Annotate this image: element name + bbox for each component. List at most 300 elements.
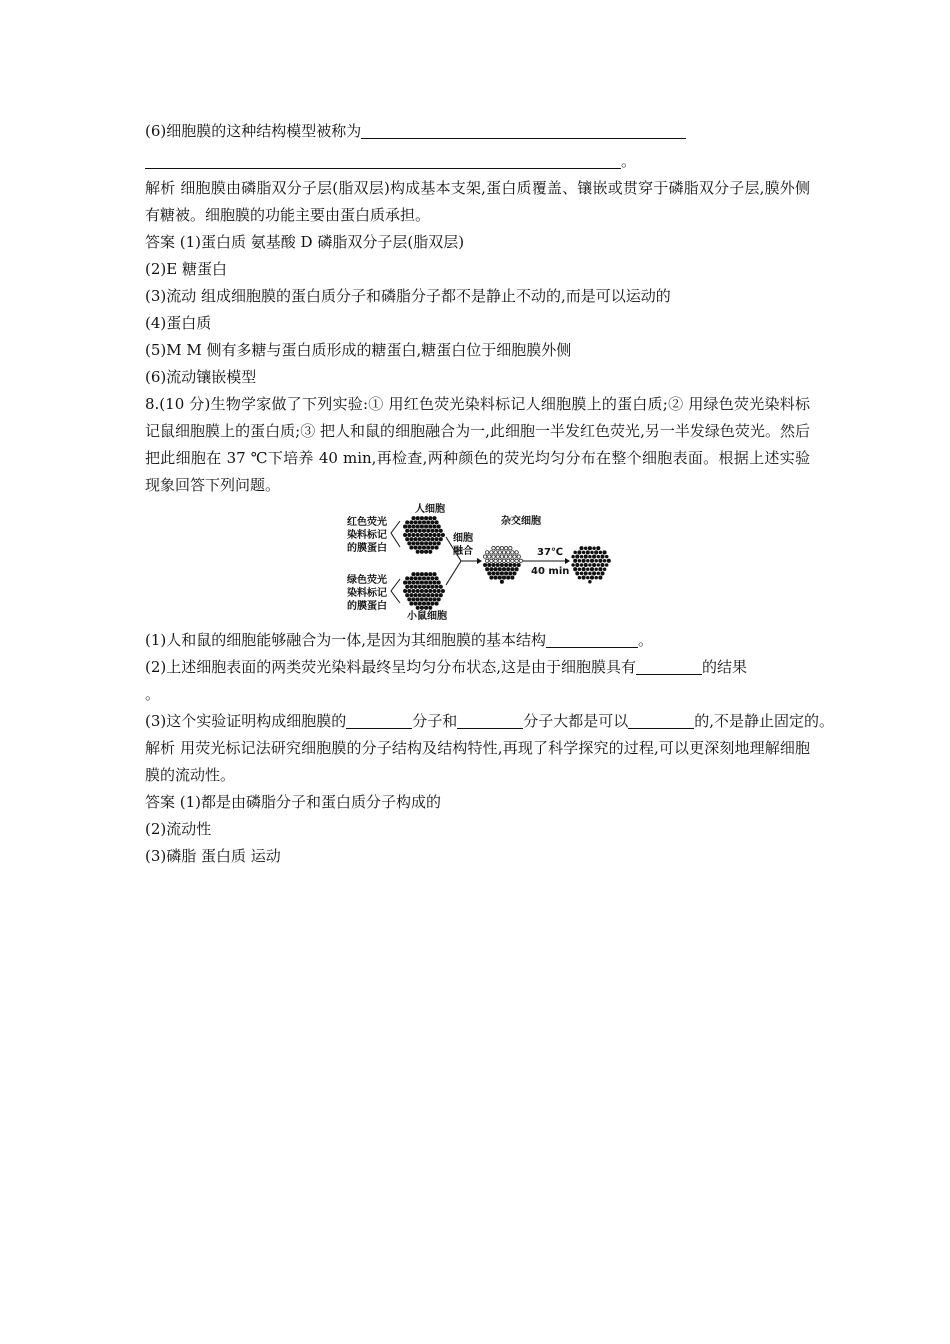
membrane-protein-dot <box>412 525 415 528</box>
membrane-protein-dot <box>435 585 438 588</box>
membrane-protein-dot <box>490 551 493 554</box>
q8-sub1-prefix: (1)人和鼠的细胞能够融合为一体,是因为其细胞膜的基本结构 <box>145 631 547 649</box>
membrane-protein-dot <box>408 581 411 584</box>
membrane-protein-dot <box>601 563 604 566</box>
membrane-protein-dot <box>424 573 427 576</box>
membrane-protein-dot <box>574 559 577 562</box>
membrane-protein-dot <box>431 577 434 580</box>
q8-sub3-blank-3 <box>628 712 694 729</box>
membrane-protein-dot <box>504 563 507 566</box>
membrane-protein-dot <box>427 594 430 597</box>
membrane-protein-dot <box>584 547 587 550</box>
membrane-protein-dot <box>437 533 440 536</box>
membrane-protein-dot <box>422 602 425 605</box>
membrane-protein-dot <box>414 538 417 541</box>
membrane-protein-dot <box>502 559 505 562</box>
membrane-protein-dot <box>418 529 421 532</box>
membrane-protein-dot <box>580 547 583 550</box>
membrane-protein-dot <box>509 547 512 550</box>
membrane-protein-dot <box>410 585 413 588</box>
q8-answer-2: (2)流动性 <box>145 820 212 838</box>
membrane-protein-dot <box>601 572 604 575</box>
membrane-protein-dot <box>414 529 417 532</box>
membrane-protein-dot <box>427 585 430 588</box>
membrane-protein-dot <box>580 564 583 567</box>
membrane-protein-dot <box>433 598 436 601</box>
membrane-protein-dot <box>429 517 432 520</box>
membrane-protein-dot <box>435 602 438 605</box>
membrane-protein-dot <box>601 555 604 558</box>
membrane-protein-dot <box>429 542 432 545</box>
membrane-protein-dot <box>595 559 598 562</box>
membrane-protein-dot <box>496 547 499 550</box>
membrane-protein-dot <box>576 572 579 575</box>
q8-sub3 <box>145 708 835 735</box>
membrane-protein-dot <box>586 576 589 579</box>
membrane-protein-dot <box>414 546 417 549</box>
membrane-protein-dot <box>494 559 497 562</box>
membrane-protein-dot <box>418 602 421 605</box>
membrane-protein-dot <box>515 559 518 562</box>
membrane-protein-dot <box>433 517 436 520</box>
membrane-protein-dot <box>410 577 413 580</box>
membrane-protein-dot <box>605 555 608 558</box>
q6-line-2 <box>145 148 810 175</box>
membrane-protein-dot <box>433 525 436 528</box>
membrane-protein-dot <box>408 542 411 545</box>
membrane-protein-dot <box>576 555 579 558</box>
membrane-protein-dot <box>437 525 440 528</box>
q8-answer-1: 答案 (1)都是由磷脂分子和蛋白质分子构成的 <box>145 793 442 811</box>
membrane-protein-dot <box>418 521 421 524</box>
membrane-protein-dot <box>486 551 489 554</box>
q8-sub2-prefix: (2)上述细胞表面的两类荧光染料最终呈均匀分布状态,这是由于细胞膜具有 <box>145 658 637 676</box>
q7-answer-3: (3)流动 组成细胞膜的蛋白质分子和磷脂分子都不是静止不动的,而是可以运动的 <box>145 287 671 305</box>
membrane-protein-dot <box>408 589 411 592</box>
membrane-protein-dot <box>588 547 591 550</box>
membrane-protein-dot <box>422 521 425 524</box>
q6-blank-1 <box>361 122 686 139</box>
q8-sub1-blank <box>546 631 638 648</box>
mouse-cell-label: 小鼠细胞 <box>407 611 447 621</box>
membrane-protein-dot <box>504 547 507 550</box>
fusion-arrowhead <box>477 558 482 564</box>
membrane-protein-dot <box>414 585 417 588</box>
membrane-protein-dot <box>424 525 427 528</box>
membrane-protein-dot <box>427 602 430 605</box>
membrane-protein-dot <box>406 594 409 597</box>
membrane-protein-dot <box>416 550 419 553</box>
membrane-protein-dot <box>511 551 514 554</box>
q8-sub3-c: 的,不是静止固定的。 <box>694 712 835 730</box>
membrane-protein-dot <box>435 594 438 597</box>
membrane-protein-dot <box>597 547 600 550</box>
membrane-protein-dot <box>441 533 444 536</box>
membrane-protein-dot <box>403 525 406 528</box>
q6-line <box>145 118 810 145</box>
membrane-protein-dot <box>486 559 489 562</box>
time-label: 40 min <box>531 566 570 577</box>
membrane-protein-dot <box>408 598 411 601</box>
membrane-protein-dot <box>580 555 583 558</box>
membrane-protein-dot <box>418 538 421 541</box>
membrane-protein-dot <box>586 551 589 554</box>
membrane-protein-dot <box>420 589 423 592</box>
membrane-protein-dot <box>429 525 432 528</box>
membrane-protein-dot <box>517 555 520 558</box>
membrane-protein-dot <box>509 563 512 566</box>
membrane-protein-dot <box>490 559 493 562</box>
membrane-protein-dot <box>416 598 419 601</box>
membrane-protein-dot <box>590 559 593 562</box>
membrane-protein-dot <box>431 529 434 532</box>
membrane-protein-dot <box>439 594 442 597</box>
membrane-protein-dot <box>494 576 497 579</box>
membrane-protein-dot <box>498 551 501 554</box>
membrane-protein-dot <box>412 533 415 536</box>
red-label-3: 的膜蛋白 <box>347 543 387 554</box>
membrane-protein-dot <box>435 521 438 524</box>
q8-sub1 <box>145 627 810 654</box>
q8-sub2-mid: 的结果 <box>702 658 748 676</box>
membrane-protein-dot <box>509 572 512 575</box>
membrane-protein-dot <box>498 576 501 579</box>
membrane-protein-dot <box>519 559 522 562</box>
q7-answer-4: (4)蛋白质 <box>145 314 212 332</box>
membrane-protein-dot <box>431 594 434 597</box>
membrane-protein-dot <box>572 564 575 567</box>
membrane-protein-dot <box>500 555 503 558</box>
membrane-protein-dot <box>408 533 411 536</box>
membrane-protein-dot <box>412 542 415 545</box>
membrane-protein-dot <box>410 538 413 541</box>
mouse-cell <box>403 573 444 610</box>
green-label-3: 的膜蛋白 <box>347 601 387 612</box>
membrane-protein-dot <box>513 572 516 575</box>
membrane-protein-dot <box>422 538 425 541</box>
membrane-protein-dot <box>504 555 507 558</box>
membrane-protein-dot <box>416 517 419 520</box>
membrane-protein-dot <box>412 573 415 576</box>
membrane-protein-dot <box>589 564 592 567</box>
q7-answer-5: (5)M M 侧有多糖与蛋白质形成的糖蛋白,糖蛋白位于细胞膜外侧 <box>145 341 572 359</box>
membrane-protein-dot <box>590 568 593 571</box>
membrane-protein-dot <box>420 581 423 584</box>
membrane-protein-dot <box>410 521 413 524</box>
q7-analysis: 解析 细胞膜由磷脂双分子层(脂双层)构成基本支架,蛋白质覆盖、镶嵌或贯穿于磷脂双分子层,膜外侧有糖被。细胞膜的功能主要由蛋白质承担。 <box>145 179 810 224</box>
temperature-label: 37℃ <box>537 547 564 558</box>
membrane-protein-dot <box>488 555 491 558</box>
membrane-protein-dot <box>592 572 595 575</box>
membrane-protein-dot <box>584 572 587 575</box>
membrane-protein-dot <box>511 568 514 571</box>
membrane-protein-dot <box>507 551 510 554</box>
membrane-protein-dot <box>488 572 491 575</box>
membrane-protein-dot <box>420 542 423 545</box>
membrane-protein-dot <box>437 542 440 545</box>
membrane-protein-dot <box>406 577 409 580</box>
membrane-protein-dot <box>422 577 425 580</box>
membrane-protein-dot <box>513 555 516 558</box>
membrane-protein-dot <box>607 559 610 562</box>
membrane-protein-dot <box>572 555 575 558</box>
membrane-protein-dot <box>418 594 421 597</box>
membrane-protein-dot <box>490 576 493 579</box>
green-label-1: 绿色荧光 <box>347 575 387 586</box>
membrane-protein-dot <box>592 555 595 558</box>
q8-stem: 8.(10 分)生物学家做了下列实验:① 用红色荧光染料标记人细胞膜上的蛋白质;② 用绿色荧光染料标记鼠细胞膜上的蛋白质;③ 把人和鼠的细胞融合为一,此细胞一半发红色荧光,另一半发绿色荧光。然后把此细胞在 37 ℃下培养 40 min,再检查,两种颜色的荧光均匀分布在整个细胞表面。根据上述实验现象回答下列问题。 <box>145 395 810 494</box>
membrane-protein-dot <box>414 521 417 524</box>
membrane-protein-dot <box>435 577 438 580</box>
membrane-protein-dot <box>424 581 427 584</box>
membrane-protein-dot <box>420 517 423 520</box>
red-label-2: 染料标记 <box>347 530 387 541</box>
membrane-protein-dot <box>578 576 581 579</box>
membrane-protein-dot <box>589 555 592 558</box>
membrane-protein-dot <box>420 598 423 601</box>
membrane-protein-dot <box>431 521 434 524</box>
membrane-protein-dot <box>418 577 421 580</box>
membrane-protein-dot <box>492 555 495 558</box>
membrane-protein-dot <box>603 568 606 571</box>
membrane-protein-dot <box>408 525 411 528</box>
membrane-protein-dot <box>509 555 512 558</box>
membrane-protein-dot <box>431 602 434 605</box>
membrane-protein-dot <box>492 547 495 550</box>
membrane-protein-dot <box>591 551 594 554</box>
membrane-protein-dot <box>418 546 421 549</box>
membrane-protein-dot <box>494 568 497 571</box>
membrane-protein-dot <box>424 550 427 553</box>
membrane-protein-dot <box>427 577 430 580</box>
membrane-protein-dot <box>494 551 497 554</box>
membrane-protein-dot <box>599 559 602 562</box>
q8-sub2-blank <box>636 658 702 675</box>
membrane-protein-dot <box>406 585 409 588</box>
membrane-protein-dot <box>441 589 444 592</box>
membrane-protein-dot <box>589 580 592 583</box>
membrane-protein-dot <box>496 572 499 575</box>
membrane-protein-dot <box>416 525 419 528</box>
membrane-protein-dot <box>416 589 419 592</box>
q8-sub3-blank-2 <box>457 712 523 729</box>
membrane-protein-dot <box>435 538 438 541</box>
membrane-protein-dot <box>582 551 585 554</box>
membrane-protein-dot <box>500 547 503 550</box>
membrane-protein-dot <box>427 529 430 532</box>
document-page <box>145 118 835 870</box>
membrane-protein-dot <box>429 606 432 609</box>
membrane-protein-dot <box>429 598 432 601</box>
membrane-protein-dot <box>414 602 417 605</box>
cell-fusion-diagram <box>343 503 613 621</box>
membrane-protein-dot <box>595 551 598 554</box>
membrane-protein-dot <box>429 550 432 553</box>
membrane-protein-dot <box>416 606 419 609</box>
red-bracket <box>391 521 400 547</box>
membrane-protein-dot <box>412 589 415 592</box>
membrane-protein-dot <box>429 589 432 592</box>
hybrid-cell-label: 杂交细胞 <box>501 516 541 527</box>
membrane-protein-dot <box>416 533 419 536</box>
membrane-protein-dot <box>483 555 486 558</box>
membrane-protein-dot <box>507 576 510 579</box>
q7-answer-6: (6)流动镶嵌模型 <box>145 368 257 386</box>
membrane-protein-dot <box>424 542 427 545</box>
membrane-protein-dot <box>515 568 518 571</box>
membrane-protein-dot <box>437 589 440 592</box>
q8-sub3-blank-1 <box>346 712 412 729</box>
membrane-protein-dot <box>412 581 415 584</box>
membrane-protein-dot <box>574 551 577 554</box>
membrane-protein-dot <box>424 517 427 520</box>
membrane-protein-dot <box>511 576 514 579</box>
membrane-protein-dot <box>597 564 600 567</box>
membrane-protein-dot <box>403 589 406 592</box>
final-cell <box>572 547 611 584</box>
membrane-protein-dot <box>431 538 434 541</box>
membrane-protein-dot <box>424 598 427 601</box>
membrane-protein-dot <box>410 602 413 605</box>
membrane-protein-dot <box>502 568 505 571</box>
membrane-protein-dot <box>420 550 423 553</box>
q6-prefix: (6)细胞膜的这种结构模型被称为 <box>145 122 362 140</box>
membrane-protein-dot <box>582 559 585 562</box>
green-bracket <box>391 579 400 603</box>
membrane-protein-dot <box>507 559 510 562</box>
membrane-protein-dot <box>578 559 581 562</box>
membrane-protein-dot <box>420 533 423 536</box>
membrane-protein-dot <box>483 563 486 566</box>
membrane-protein-dot <box>590 576 593 579</box>
membrane-protein-dot <box>576 563 579 566</box>
membrane-protein-dot <box>586 559 589 562</box>
membrane-protein-dot <box>422 585 425 588</box>
incubation-arrowhead <box>565 558 570 564</box>
membrane-protein-dot <box>439 585 442 588</box>
membrane-protein-dot <box>584 555 587 558</box>
membrane-protein-dot <box>433 589 436 592</box>
fusion-label-2: 融合 <box>453 546 473 557</box>
membrane-protein-dot <box>500 563 503 566</box>
membrane-protein-dot <box>584 563 587 566</box>
membrane-protein-dot <box>424 533 427 536</box>
hybrid-cell <box>483 547 522 584</box>
membrane-protein-dot <box>431 585 434 588</box>
q8-sub2-end: 。 <box>145 685 161 703</box>
membrane-protein-dot <box>599 568 602 571</box>
membrane-protein-dot <box>496 555 499 558</box>
human-cell <box>403 517 444 554</box>
membrane-protein-dot <box>498 568 501 571</box>
q7-answer-2: (2)E 糖蛋白 <box>145 260 227 278</box>
membrane-protein-dot <box>603 559 606 562</box>
membrane-protein-dot <box>502 576 505 579</box>
membrane-protein-dot <box>486 568 489 571</box>
membrane-protein-dot <box>592 563 595 566</box>
q8-analysis: 解析 用荧光标记法研究细胞膜的分子结构及结构特性,再现了科学探究的过程,可以更深刻地理解细胞膜的流动性。 <box>145 739 810 784</box>
merge-line-bottom <box>446 561 461 585</box>
q8-sub1-end: 。 <box>638 631 654 649</box>
membrane-protein-dot <box>433 581 436 584</box>
membrane-protein-dot <box>403 533 406 536</box>
membrane-protein-dot <box>422 594 425 597</box>
membrane-protein-dot <box>595 576 598 579</box>
membrane-protein-dot <box>424 606 427 609</box>
membrane-protein-dot <box>490 568 493 571</box>
membrane-protein-dot <box>416 573 419 576</box>
membrane-protein-dot <box>418 585 421 588</box>
membrane-protein-dot <box>406 529 409 532</box>
membrane-protein-dot <box>431 546 434 549</box>
membrane-protein-dot <box>597 555 600 558</box>
membrane-protein-dot <box>435 529 438 532</box>
membrane-protein-dot <box>422 529 425 532</box>
red-label-1: 红色荧光 <box>347 517 387 528</box>
membrane-protein-dot <box>420 525 423 528</box>
q8-sub2 <box>145 654 810 681</box>
membrane-protein-dot <box>424 589 427 592</box>
q8-sub2-line-2 <box>145 681 810 708</box>
membrane-protein-dot <box>414 594 417 597</box>
membrane-protein-dot <box>513 563 516 566</box>
membrane-protein-dot <box>435 546 438 549</box>
membrane-protein-dot <box>578 551 581 554</box>
membrane-protein-dot <box>406 538 409 541</box>
q6-blank-2 <box>145 152 621 169</box>
membrane-protein-dot <box>603 551 606 554</box>
membrane-protein-dot <box>502 551 505 554</box>
membrane-protein-dot <box>427 538 430 541</box>
human-cell-label: 人细胞 <box>415 504 445 515</box>
membrane-protein-dot <box>437 581 440 584</box>
membrane-protein-dot <box>416 542 419 545</box>
cell-fusion-figure <box>145 503 810 621</box>
q7-answer-1: 答案 (1)蛋白质 氨基酸 D 磷脂双分子层(脂双层) <box>145 233 465 251</box>
membrane-protein-dot <box>433 533 436 536</box>
membrane-protein-dot <box>416 581 419 584</box>
membrane-protein-dot <box>410 529 413 532</box>
membrane-protein-dot <box>599 551 602 554</box>
membrane-protein-dot <box>429 573 432 576</box>
q8-sub3-prefix: (3)这个实验证明构成细胞膜的 <box>145 712 347 730</box>
membrane-protein-dot <box>422 546 425 549</box>
membrane-protein-dot <box>504 572 507 575</box>
membrane-protein-dot <box>492 563 495 566</box>
membrane-protein-dot <box>410 546 413 549</box>
membrane-protein-dot <box>589 572 592 575</box>
membrane-protein-dot <box>580 572 583 575</box>
membrane-protein-dot <box>414 577 417 580</box>
membrane-protein-dot <box>412 517 415 520</box>
membrane-protein-dot <box>492 572 495 575</box>
membrane-protein-dot <box>500 572 503 575</box>
membrane-protein-dot <box>574 568 577 571</box>
membrane-protein-dot <box>507 568 510 571</box>
membrane-protein-dot <box>582 576 585 579</box>
membrane-protein-dot <box>517 563 520 566</box>
green-label-2: 染料标记 <box>347 588 387 599</box>
membrane-protein-dot <box>439 529 442 532</box>
membrane-protein-dot <box>511 559 514 562</box>
q8-sub3-a: 分子和 <box>412 712 458 730</box>
membrane-protein-dot <box>595 568 598 571</box>
membrane-protein-dot <box>406 521 409 524</box>
membrane-protein-dot <box>498 559 501 562</box>
membrane-protein-dot <box>586 568 589 571</box>
membrane-protein-dot <box>597 572 600 575</box>
membrane-protein-dot <box>496 563 499 566</box>
